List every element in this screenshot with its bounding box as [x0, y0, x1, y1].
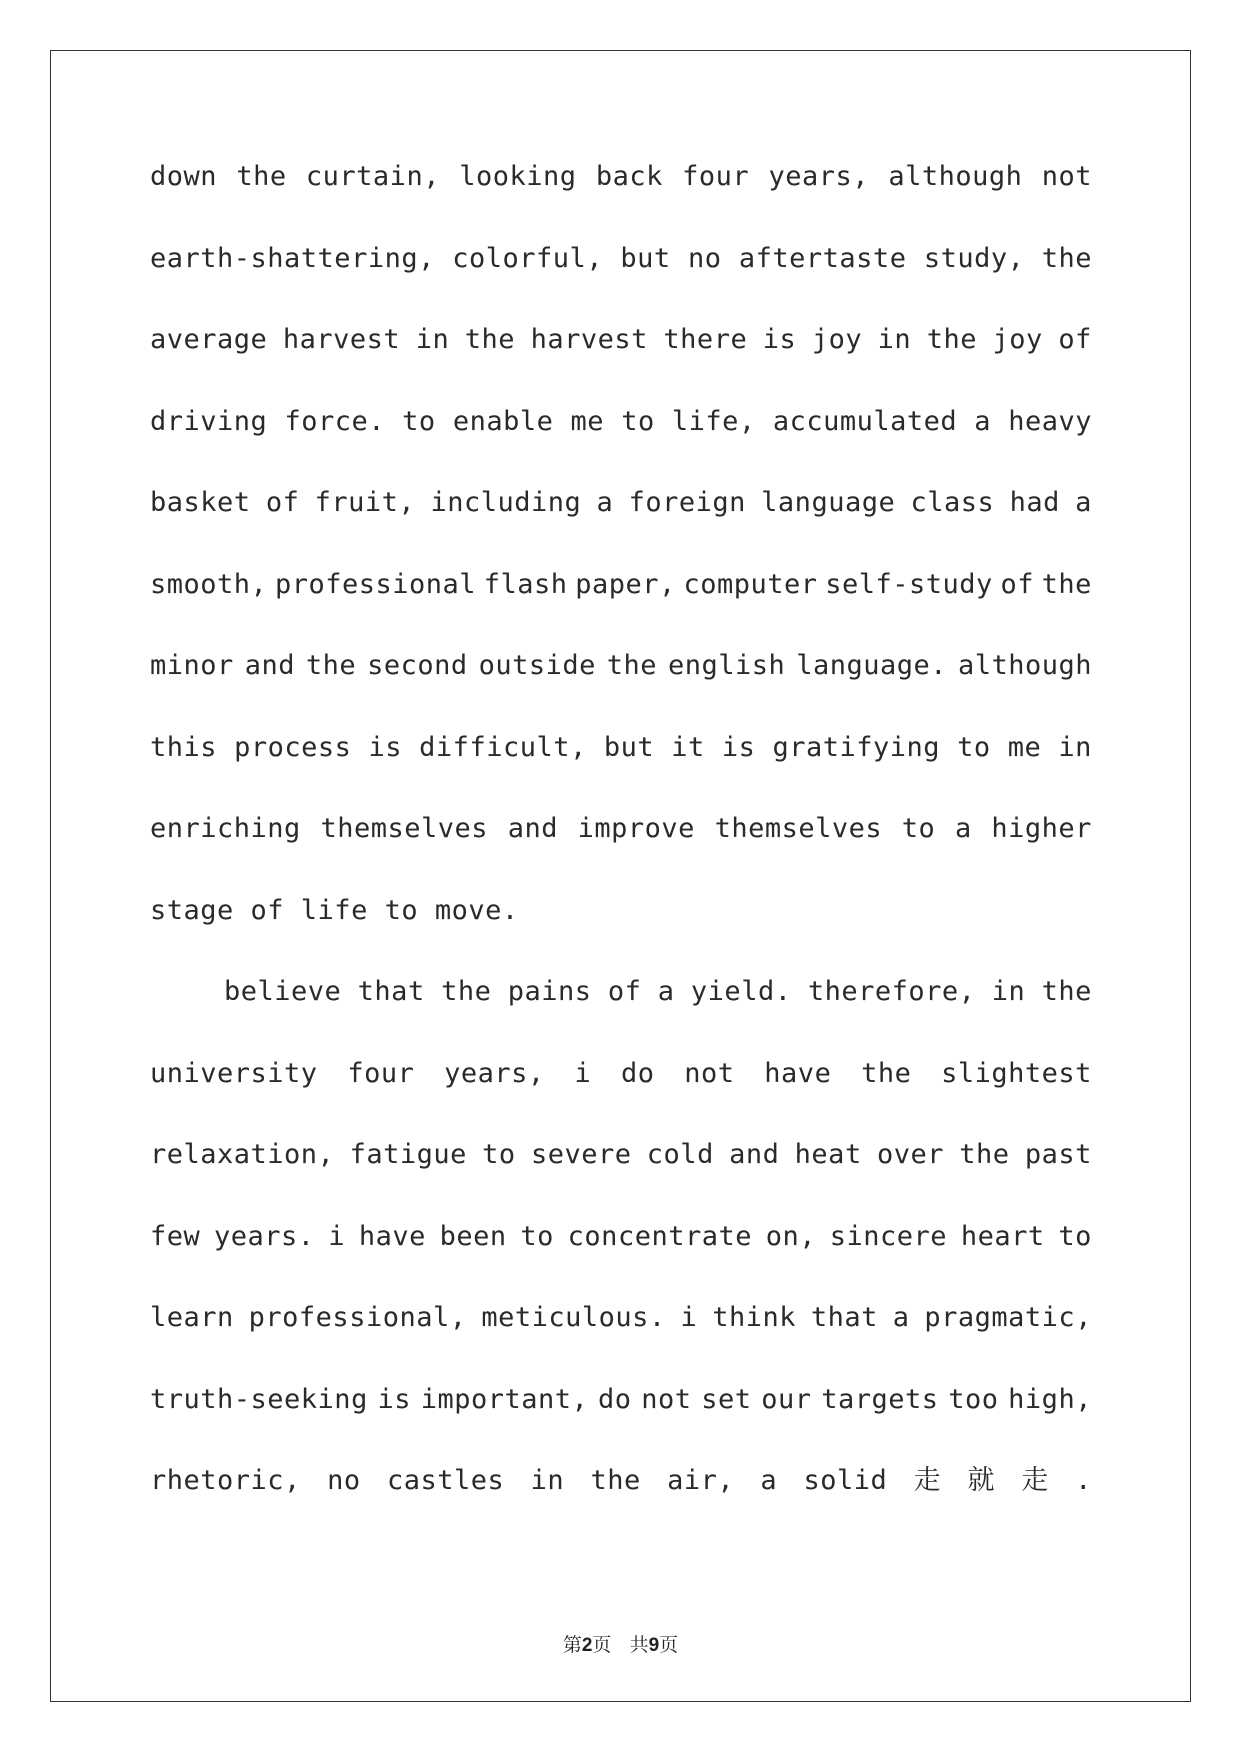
- word: a: [1075, 487, 1092, 518]
- word: pains: [507, 976, 592, 1007]
- word: back: [595, 161, 663, 192]
- word: heart: [960, 1220, 1045, 1252]
- text-line: [150, 1300, 1092, 1382]
- word: 走: [913, 1465, 942, 1496]
- word: heavy: [1008, 405, 1092, 437]
- word: computer: [683, 568, 818, 600]
- word: the: [1041, 242, 1092, 274]
- word: rhetoric,: [150, 1465, 301, 1496]
- word: life,: [671, 405, 756, 437]
- word: our: [761, 1383, 812, 1415]
- word: years.: [214, 1220, 315, 1252]
- word: a: [657, 976, 675, 1007]
- word: university: [150, 1057, 318, 1089]
- word: few: [150, 1220, 201, 1252]
- word: have: [358, 1220, 426, 1252]
- word: flash: [483, 568, 568, 600]
- word: language.: [796, 650, 948, 681]
- word: over: [876, 1139, 945, 1170]
- word: class: [910, 487, 995, 518]
- word: looking: [459, 161, 577, 192]
- word: the: [1041, 568, 1092, 600]
- word: is: [377, 1383, 412, 1415]
- word: castles: [386, 1465, 505, 1496]
- word: harvest: [282, 324, 401, 355]
- word: professional: [274, 568, 477, 600]
- word: solid: [803, 1465, 888, 1496]
- word: not: [1041, 161, 1092, 192]
- word: study,: [923, 242, 1025, 274]
- word: believe: [224, 976, 342, 1007]
- word: a: [892, 1302, 910, 1333]
- footer-prefix: 第: [562, 1634, 582, 1656]
- word: the: [464, 324, 516, 355]
- text-line: [150, 730, 1092, 812]
- word: and: [244, 650, 295, 681]
- text-line: [150, 1219, 1092, 1301]
- page-footer: [0, 1630, 1241, 1657]
- word: themselves: [714, 813, 883, 844]
- word: although: [957, 650, 1092, 681]
- word: on,: [765, 1220, 817, 1252]
- word: to: [520, 1220, 554, 1252]
- word: in: [530, 1465, 565, 1496]
- text-line: [150, 159, 1092, 241]
- word: too: [948, 1383, 999, 1415]
- word: the: [305, 650, 357, 681]
- word: enable: [452, 405, 554, 437]
- text-line: [150, 1137, 1092, 1219]
- word: concentrate: [567, 1220, 752, 1252]
- word: the: [441, 976, 492, 1007]
- word: do: [598, 1383, 632, 1415]
- word: earth-shattering,: [150, 242, 435, 274]
- text-line: [150, 322, 1092, 404]
- word: a: [974, 405, 992, 437]
- word: the: [959, 1139, 1010, 1170]
- word: sincere: [829, 1220, 948, 1252]
- word: to: [402, 405, 436, 437]
- word: there: [663, 324, 748, 355]
- text-line: [150, 567, 1092, 649]
- document-body: [150, 159, 1092, 1545]
- word: although: [888, 161, 1023, 192]
- word: self-study: [825, 568, 993, 600]
- word: is: [721, 731, 756, 763]
- word: but: [603, 731, 655, 763]
- word: the: [1041, 976, 1092, 1007]
- word: it: [671, 731, 705, 763]
- word: of: [607, 976, 642, 1007]
- word: been: [439, 1220, 507, 1252]
- word: joy: [992, 324, 1043, 355]
- total-page-count: 9: [648, 1635, 660, 1656]
- word: difficult,: [419, 731, 587, 763]
- word: .: [1075, 1465, 1092, 1496]
- word: joy: [811, 324, 863, 355]
- word: to: [621, 405, 655, 437]
- word: professional,: [248, 1302, 467, 1333]
- word: to: [901, 813, 936, 844]
- word: accumulated: [772, 405, 958, 437]
- word: aftertaste: [738, 242, 907, 274]
- word: four: [347, 1057, 415, 1089]
- text-line: [150, 485, 1092, 567]
- text-line: [150, 1056, 1092, 1138]
- word: slightest: [941, 1057, 1092, 1089]
- word: have: [764, 1057, 832, 1089]
- word: set: [701, 1383, 752, 1415]
- word: no: [688, 242, 722, 274]
- word: no: [327, 1465, 361, 1496]
- word: a: [954, 813, 972, 844]
- word: in: [991, 976, 1026, 1007]
- word: minor: [150, 650, 234, 681]
- word: severe: [530, 1139, 632, 1170]
- word: but: [620, 242, 671, 274]
- word: outside: [478, 650, 596, 681]
- word: a: [596, 487, 614, 518]
- word: years,: [768, 161, 870, 192]
- word: of: [265, 487, 300, 518]
- word: do: [620, 1057, 655, 1089]
- word: including: [430, 487, 582, 518]
- text-line: [150, 404, 1092, 486]
- current-page-number: 2: [581, 1635, 593, 1656]
- word: average: [150, 324, 268, 355]
- text-line: [150, 1463, 1092, 1545]
- word: high,: [1008, 1383, 1092, 1415]
- word: truth-seeking: [150, 1383, 368, 1415]
- word: the: [926, 324, 977, 355]
- word: enriching: [150, 813, 301, 844]
- word: themselves: [320, 813, 489, 844]
- word: second: [367, 650, 468, 681]
- word: i: [680, 1302, 698, 1333]
- text-line: [150, 648, 1092, 730]
- word: that: [357, 976, 425, 1007]
- word: pragmatic,: [924, 1302, 1092, 1333]
- word: language: [761, 487, 896, 518]
- word: english: [668, 650, 786, 681]
- word: is: [762, 324, 797, 355]
- word: the: [861, 1057, 912, 1089]
- text-line: [150, 1382, 1092, 1464]
- word: years,: [444, 1057, 545, 1089]
- footer-total-prefix: 共: [629, 1634, 649, 1656]
- word: basket: [150, 487, 251, 518]
- word: paper,: [575, 568, 676, 600]
- word: in: [415, 324, 450, 355]
- text-line: stage of life to move.: [150, 894, 519, 926]
- word: to: [1058, 1220, 1092, 1252]
- word: in: [877, 324, 912, 355]
- word: think: [712, 1302, 796, 1333]
- word: and: [729, 1139, 780, 1170]
- word: of: [1000, 568, 1034, 600]
- word: harvest: [530, 324, 648, 355]
- word: me: [570, 405, 605, 437]
- word: the: [606, 650, 658, 681]
- word: air,: [667, 1465, 735, 1496]
- word: process: [234, 731, 352, 763]
- word: relaxation,: [150, 1139, 335, 1170]
- word: fruit,: [314, 487, 416, 518]
- word: heat: [794, 1139, 862, 1170]
- word: improve: [577, 813, 695, 844]
- word: smooth,: [150, 568, 268, 600]
- text-line: [150, 811, 1092, 893]
- word: not: [684, 1057, 735, 1089]
- word: not: [641, 1383, 692, 1415]
- word: me: [1007, 731, 1042, 763]
- word: of: [1058, 324, 1092, 355]
- word: gratifying: [772, 731, 941, 763]
- word: curtain,: [305, 161, 440, 192]
- word: down: [150, 161, 218, 192]
- word: higher: [991, 813, 1092, 844]
- word: that: [810, 1302, 878, 1333]
- word: past: [1024, 1139, 1092, 1170]
- word: foreign: [628, 487, 746, 518]
- word: 就: [967, 1465, 995, 1496]
- word: meticulous.: [481, 1302, 666, 1333]
- word: cold: [646, 1139, 714, 1170]
- word: i: [574, 1057, 592, 1089]
- text-line: [150, 241, 1092, 323]
- word: in: [1058, 731, 1092, 763]
- word: learn: [150, 1302, 234, 1333]
- word: and: [507, 813, 558, 844]
- word: to: [957, 731, 991, 763]
- footer-total-suffix: 页: [659, 1634, 679, 1656]
- text-line: [150, 974, 1092, 1056]
- word: fatigue: [349, 1139, 467, 1170]
- word: important,: [420, 1383, 589, 1415]
- footer-page-suffix: 页: [592, 1634, 612, 1656]
- word: this: [150, 731, 218, 763]
- word: colorful,: [452, 242, 604, 274]
- word: four: [682, 161, 750, 192]
- word: 走: [1021, 1465, 1049, 1496]
- word: therefore,: [807, 976, 976, 1007]
- word: targets: [821, 1383, 939, 1415]
- word: i: [328, 1220, 346, 1252]
- word: to: [482, 1139, 516, 1170]
- word: the: [590, 1465, 641, 1496]
- word: had: [1009, 487, 1060, 518]
- word: a: [760, 1465, 778, 1496]
- word: is: [368, 731, 403, 763]
- word: the: [236, 161, 287, 192]
- word: driving: [150, 405, 268, 437]
- word: force.: [284, 405, 385, 437]
- word: yield.: [690, 976, 792, 1007]
